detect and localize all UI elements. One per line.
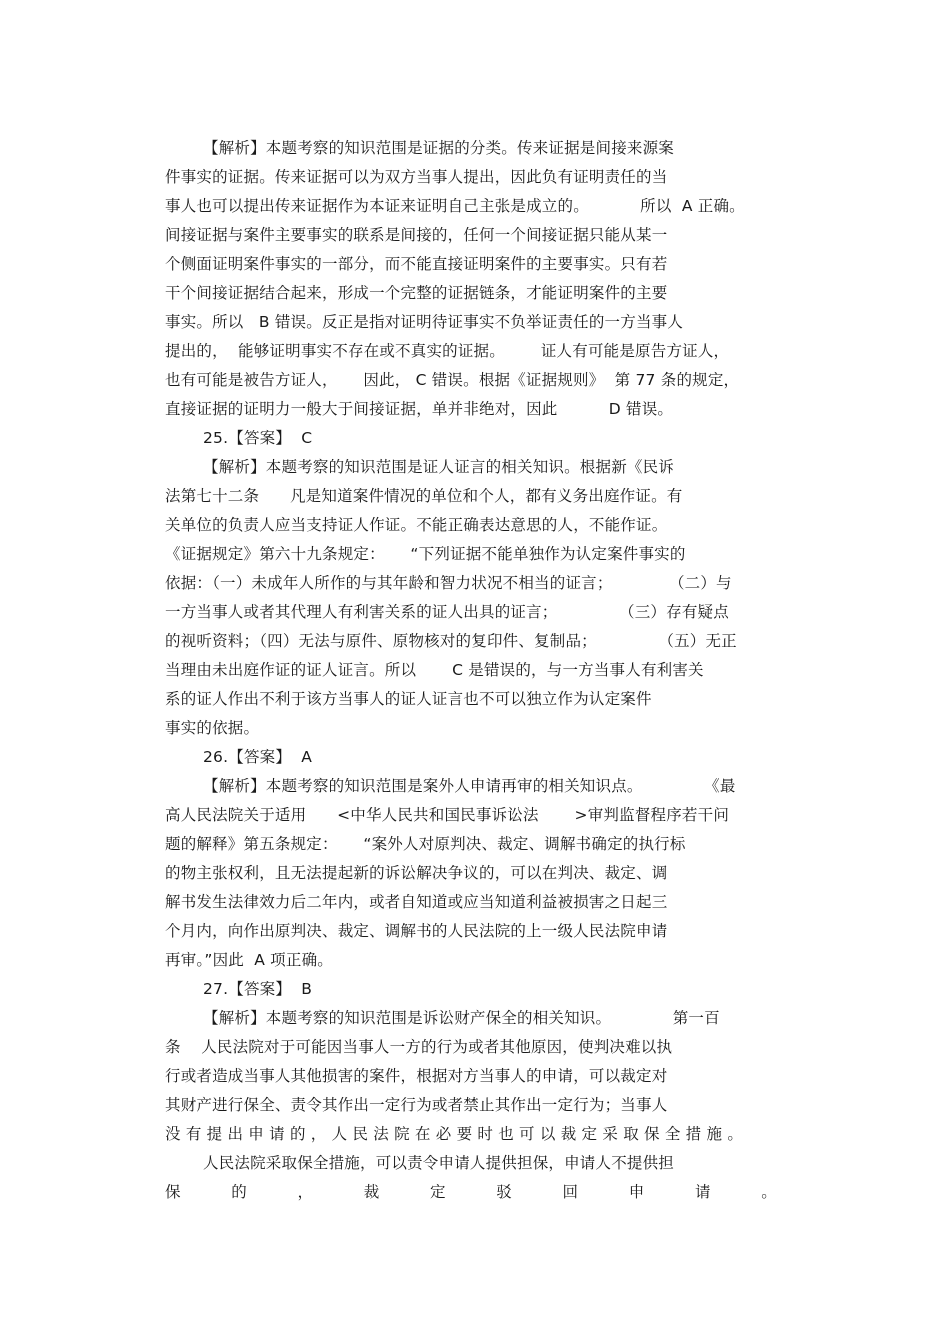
char: 的: [231, 1183, 247, 1201]
answer-heading: 27.【答案】 B: [203, 980, 313, 998]
text-line: 事实的依据。: [165, 719, 260, 737]
char: 裁: [363, 1183, 380, 1201]
answer-heading: 25.【答案】 C: [203, 429, 313, 447]
char: 定: [430, 1183, 446, 1201]
char: 回: [562, 1183, 579, 1201]
text-line: 题的解释》第五条规定： “案外人对原判决、裁定、调解书确定的执行标: [165, 835, 686, 853]
char: 驳: [496, 1183, 512, 1201]
answer-heading: 26.【答案】 A: [203, 748, 313, 766]
text-line: 【解析】本题考察的知识范围是证据的分类。传来证据是间接来源案: [203, 139, 675, 157]
text-line: 行或者造成当事人其他损害的案件，根据对方当事人的申请，可以裁定对: [165, 1067, 668, 1085]
text-line: 解书发生法律效力后二年内，或者自知道或应当知道利益被损害之日起三: [165, 893, 668, 911]
text-line: 关单位的负责人应当支持证人作证。不能正确表达意思的人，不能作证。: [165, 516, 668, 534]
char: 。: [761, 1183, 777, 1201]
text-line: 个侧面证明案件事实的一部分，而不能直接证明案件的主要事实。只有若: [165, 255, 668, 273]
justified-text-line: [165, 1180, 777, 1204]
text-line: 【解析】本题考察的知识范围是证人证言的相关知识。根据新《民诉: [203, 458, 675, 476]
text-line: 事人也可以提出传来证据作为本证来证明自己主张是成立的。 所以 A 正确。: [165, 197, 745, 215]
char: ，: [297, 1183, 314, 1201]
text-line: 个月内，向作出原判决、裁定、调解书的人民法院的上一级人民法院申请: [165, 922, 668, 940]
text-line: 直接证据的证明力一般大于间接证据，单并非绝对，因此 D 错误。: [165, 400, 674, 418]
text-line: 【解析】本题考察的知识范围是案外人申请再审的相关知识点。 《最: [203, 777, 736, 795]
text-line: 干个间接证据结合起来，形成一个完整的证据链条，才能证明案件的主要: [165, 284, 668, 302]
text-line: 【解析】本题考察的知识范围是诉讼财产保全的相关知识。 第一百: [203, 1009, 720, 1027]
text-line: 《证据规定》第六十九条规定： “下列证据不能单独作为认定案件事实的: [165, 545, 686, 563]
text-line: 高人民法院关于适用 <中华人民共和国民事诉讼法 >审判监督程序若干问: [165, 806, 730, 824]
text-line: 依据：（一）未成年人所作的与其年龄和智力状况不相当的证言； （二）与: [165, 574, 732, 592]
text-line: 没 有 提 出 申 请 的 ， 人 民 法 院 在 必 要 时 也 可 以 裁 定 采 取 保 全 措 施 。: [165, 1125, 744, 1143]
char: 申: [628, 1183, 645, 1201]
text-line: 事实。所以 B 错误。反正是指对证明待证事实不负举证责任的一方当事人: [165, 313, 684, 331]
text-line: 法第七十二条 凡是知道案件情况的单位和个人，都有义务出庭作证。有: [165, 487, 683, 505]
text-line: 的视听资料；（四）无法与原件、原物核对的复印件、复制品； （五）无正: [165, 632, 737, 650]
char: 请: [695, 1183, 711, 1201]
text-line: 件事实的证据。传来证据可以为双方当事人提出，因此负有证明责任的当: [165, 168, 668, 186]
text-line: 条 人民法院对于可能因当事人一方的行为或者其他原因，使判决难以执: [165, 1038, 673, 1056]
text-line: 提出的， 能够证明事实不存在或不真实的证据。 证人有可能是原告方证人，: [165, 342, 730, 360]
text-line: 也有可能是被告方证人， 因此， C 错误。根据《证据规则》 第 77 条的规定，: [165, 371, 740, 389]
text-line: 当理由未出庭作证的证人证言。所以 C 是错误的，与一方当事人有利害关: [165, 661, 704, 679]
text-line: 一方当事人或者其代理人有利害关系的证人出具的证言； （三）存有疑点: [165, 603, 729, 621]
text-line: 再审。”因此 A 项正确。: [165, 951, 333, 969]
text-line: 的物主张权利，且无法提起新的诉讼解决争议的，可以在判决、裁定、调: [165, 864, 668, 882]
text-line: 人民法院采取保全措施，可以责令申请人提供担保，申请人不提供担: [203, 1154, 675, 1172]
text-line: 其财产进行保全、责令其作出一定行为或者禁止其作出一定行为；当事人: [165, 1096, 668, 1114]
text-line: 系的证人作出不利于该方当事人的证人证言也不可以独立作为认定案件: [165, 690, 652, 708]
text-line: 间接证据与案件主要事实的联系是间接的，任何一个间接证据只能从某一: [165, 226, 668, 244]
char: 保: [165, 1183, 181, 1201]
